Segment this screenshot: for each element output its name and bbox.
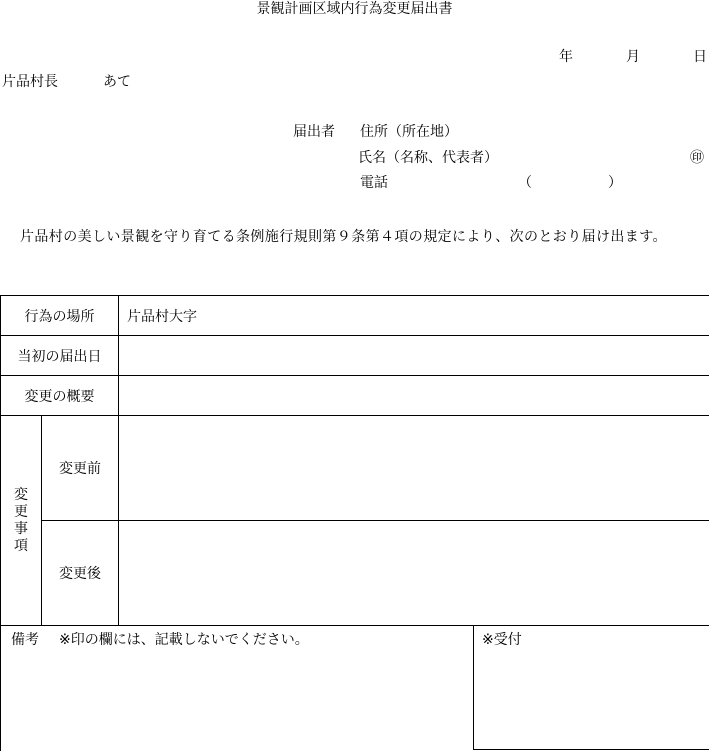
applicant-name-label: 氏名（名称、代表者）: [358, 150, 498, 166]
receipt-box: [473, 625, 709, 750]
date-day-label: 日: [693, 49, 707, 65]
phone-open-paren: （: [518, 175, 532, 191]
applicant-address-label: 住所（所在地）: [360, 124, 458, 140]
vertical-char: 事: [14, 520, 28, 537]
receipt-label: ※受付: [482, 632, 522, 648]
location-value-field[interactable]: 片品村大字: [119, 296, 709, 336]
declaration-text: 片品村の美しい景観を守り育てる条例施行規則第９条第４項の規定により、次のとおり届け出ます。: [20, 229, 667, 245]
table-row: [1, 521, 709, 626]
row-label-before-change: 変更前: [42, 416, 119, 521]
after-change-field[interactable]: [119, 521, 709, 626]
addressee-name: 片品村長: [2, 74, 58, 90]
change-form-table: [0, 295, 709, 626]
notes-section: [0, 625, 474, 751]
change-items-group-label: [1, 416, 42, 626]
row-label-initial-date: 当初の届出日: [1, 336, 119, 376]
notes-text: ※印の欄には、記載しないでください。: [59, 632, 309, 648]
date-year-label: 年: [559, 49, 573, 65]
table-row: [1, 416, 709, 521]
addressee-suffix: あて: [103, 74, 131, 90]
applicant-heading: 届出者: [293, 124, 335, 140]
date-month-label: 月: [626, 49, 640, 65]
seal-mark: ㊞: [690, 150, 704, 166]
vertical-char: 更: [14, 503, 28, 520]
table-row: [1, 376, 709, 416]
initial-date-field[interactable]: [119, 336, 709, 376]
change-summary-field[interactable]: [119, 376, 709, 416]
document-title: 景観計画区域内行為変更届出書: [256, 1, 453, 17]
table-row: [1, 296, 709, 336]
applicant-phone-label: 電話: [360, 175, 388, 191]
phone-close-paren: ）: [608, 175, 622, 191]
row-label-after-change: 変更後: [42, 521, 119, 626]
vertical-char: 変: [14, 486, 28, 503]
table-row: [1, 336, 709, 376]
notes-label: 備考: [11, 632, 39, 648]
row-label-summary: 変更の概要: [1, 376, 119, 416]
vertical-char: 項: [14, 537, 28, 554]
before-change-field[interactable]: [119, 416, 709, 521]
row-label-location: 行為の場所: [1, 296, 119, 336]
